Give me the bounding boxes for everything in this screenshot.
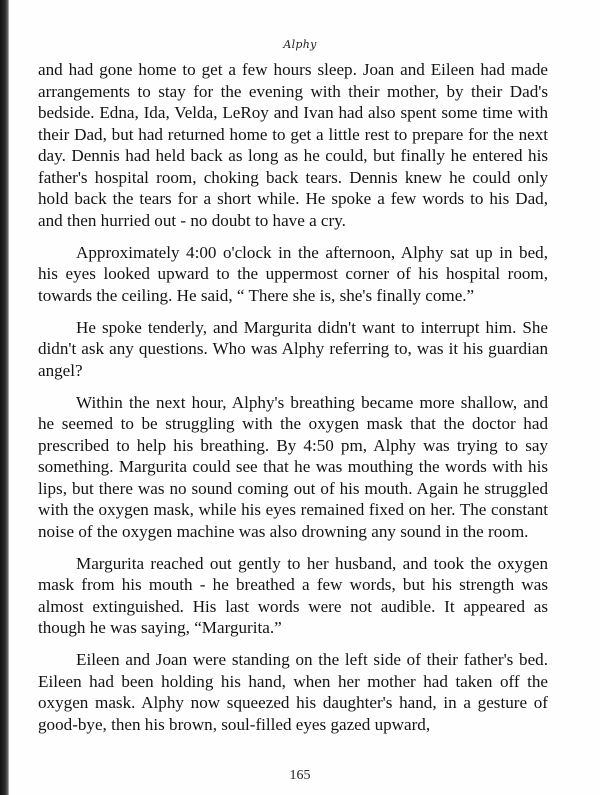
paragraph: Margurita reached out gently to her husband, and took the oxygen mask from his mouth - he breathed a few words, but his strength was almost extinguished. His last words were not audible. It appeared as though he was saying, “Margurita.” [38,553,548,637]
book-binding-shadow [0,0,9,795]
running-head: Alphy [283,38,317,51]
paragraph: Approximately 4:00 o'clock in the afternoon, Alphy sat up in bed, his eyes looked upward to the uppermost corner of his hospital room, towards the ceiling. He said, “ There she is, she's finally come.” [38,242,548,305]
paragraph: Eileen and Joan were standing on the left side of their father's bed. Eileen had been holding his hand, when her mother had taken off the oxygen mask. Alphy now squeezed his daughter's hand, in a gesture of good-bye, then his brown, soul-filled eyes gazed upward, [38,650,548,734]
page-body [38,59,548,746]
paragraph: Within the next hour, Alphy's breathing became more shallow, and he seemed to be struggling with the oxygen mask that the doctor had prescribed to help his breathing. By 4:50 pm, Alphy was trying to say something. Margurita could see that he was mouthing the words with his lips, but there was no sound coming out of his mouth. Again he struggled with the oxygen mask, while his eyes remained fixed on her. The constant noise of the oxygen machine was also drowning any sound in the room. [38,392,548,541]
paragraph: He spoke tenderly, and Margurita didn't want to interrupt him. She didn't ask any questions. Who was Alphy referring to, was it his guardian angel? [38,317,548,380]
paragraph: and had gone home to get a few hours sleep. Joan and Eileen had made arrangements to stay for the evening with their mother, by their Dad's bedside. Edna, Ida, Velda, LeRoy and Ivan had also spent some time with their Dad, but had returned home to get a little rest to prepare for the next day. Dennis had held back as long as he could, but finally he entered his father's hospital room, choking back tears. Dennis knew he could only hold back the tears for a short while. He spoke a few words to his Dad, and then hurried out - no doubt to have a cry. [38,60,548,230]
page-number: 165 [289,768,311,783]
